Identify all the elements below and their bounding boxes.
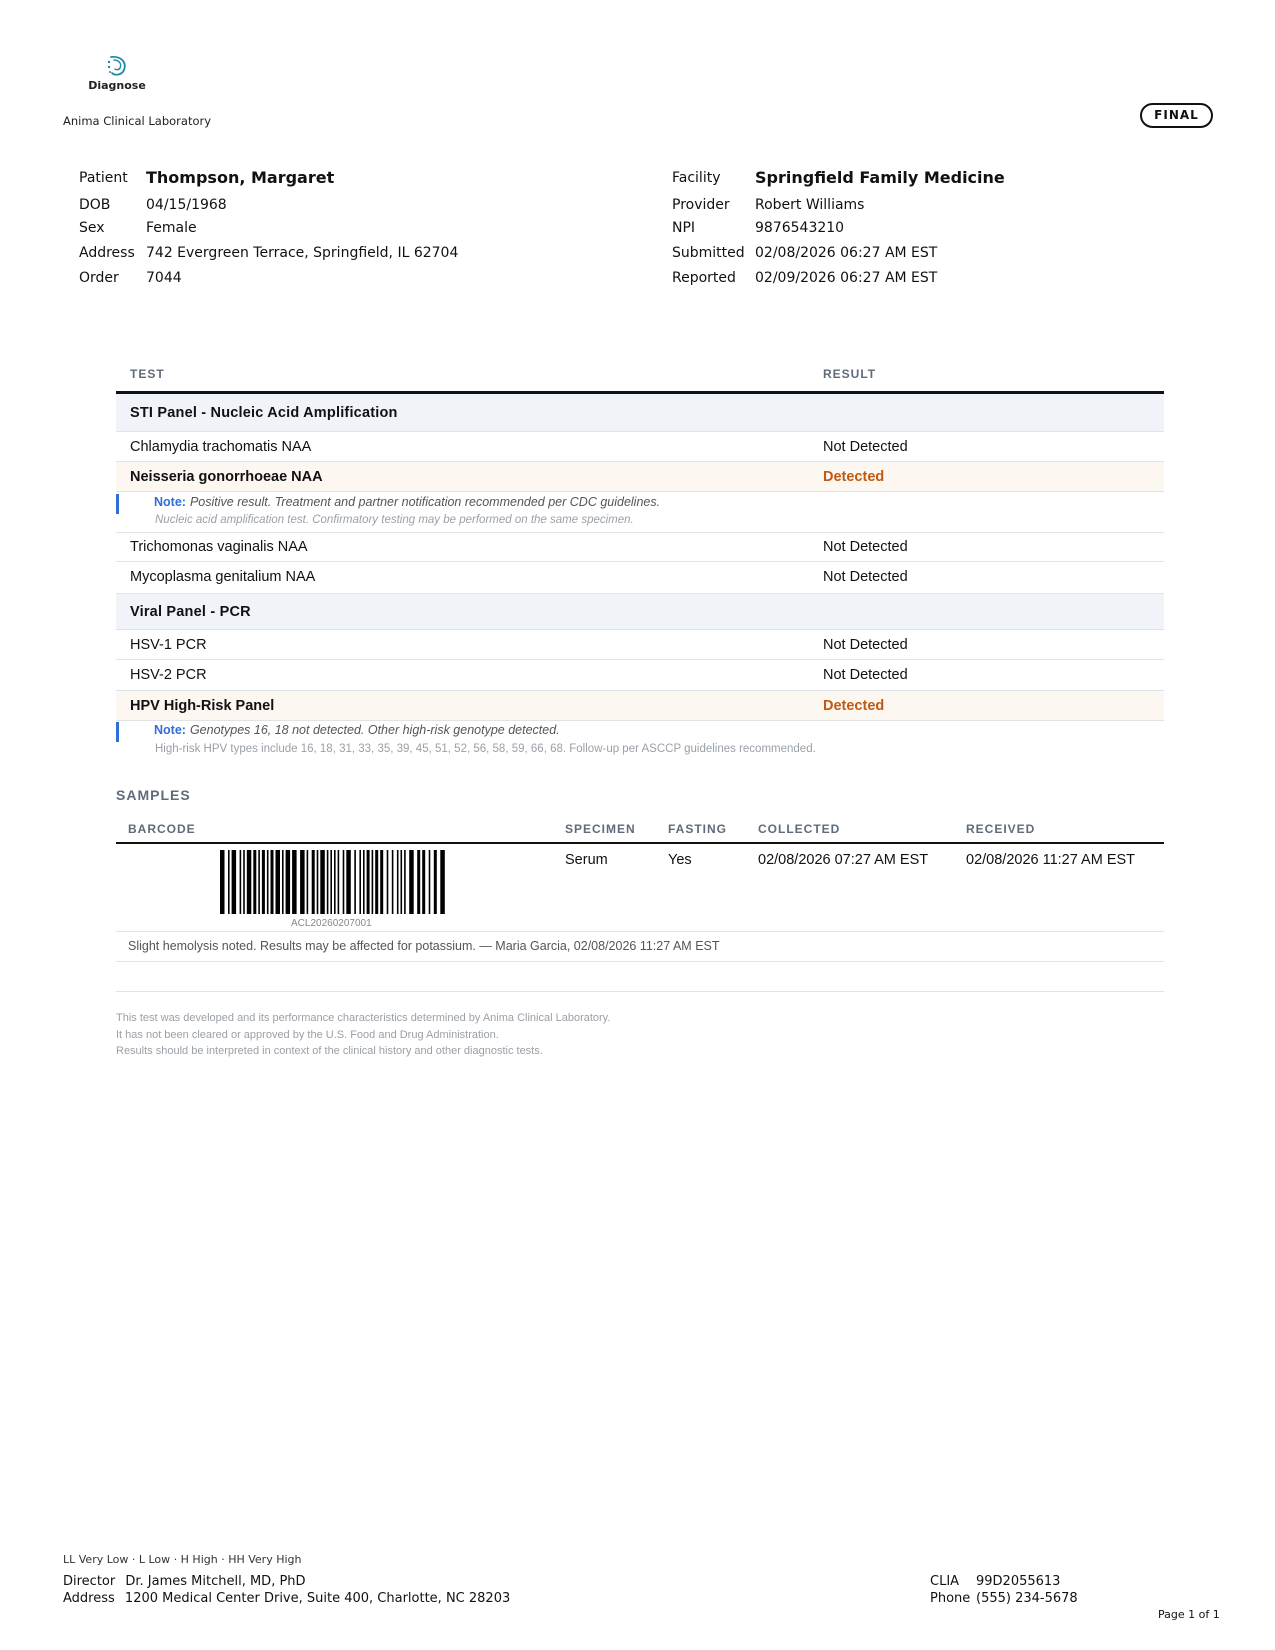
- page-number: Page 1 of 1: [1158, 1608, 1220, 1621]
- test-name: HSV-1 PCR: [130, 637, 207, 653]
- test-result: Not Detected: [823, 667, 908, 683]
- barcode-bar: [330, 850, 332, 914]
- phone-info: [930, 1591, 1078, 1606]
- status-badge: FINAL: [1140, 103, 1213, 128]
- panel-name: Viral Panel - PCR: [130, 604, 251, 620]
- table-row: [116, 532, 1164, 562]
- reported-label: Reported: [672, 270, 736, 286]
- disclaimer-divider: [116, 991, 1164, 992]
- note-subtext: High-risk HPV types include 16, 18, 31, 33, 35, 39, 45, 51, 52, 56, 58, 59, 66, 68. Follow-up per ASCCP guidelines recommended.: [155, 743, 816, 755]
- barcode-bar: [401, 850, 403, 914]
- provider-value: Robert Williams: [755, 197, 865, 213]
- barcode-bar: [380, 850, 383, 914]
- test-result-flagged: Detected: [823, 698, 885, 714]
- note-subtext: Nucleic acid amplification test. Confirmatory testing may be performed on the same specimen.: [155, 514, 634, 526]
- barcode-column-header: BARCODE: [128, 822, 196, 836]
- npi-label: NPI: [672, 220, 696, 236]
- sample-comment: Slight hemolysis noted. Results may be affected for potassium. — Maria Garcia, 02/08/2026 11:27 AM EST: [128, 939, 720, 953]
- barcode-bar: [292, 850, 297, 914]
- submitted-label: Submitted: [672, 245, 745, 261]
- barcode-bar: [243, 850, 245, 914]
- barcode-bar: [429, 850, 431, 914]
- samples-table: [116, 815, 1164, 965]
- patient-name: Thompson, Margaret: [146, 168, 335, 187]
- lab-address-value: 1200 Medical Center Drive, Suite 400, Charlotte, NC 28203: [124, 1591, 511, 1606]
- barcode-bar: [422, 850, 425, 914]
- barcode-bar: [220, 850, 225, 914]
- test-name: Neisseria gonorrhoeae NAA: [130, 469, 323, 485]
- barcode-bar: [276, 850, 281, 914]
- barcode-bar: [387, 850, 389, 914]
- table-row: [116, 630, 1164, 660]
- director-value: Dr. James Mitchell, MD, PhD: [125, 1574, 306, 1589]
- barcode-bar: [338, 850, 340, 914]
- test-result-flagged: Detected: [823, 469, 885, 485]
- panel-name: STI Panel - Nucleic Acid Amplification: [130, 405, 398, 421]
- received-column-header: RECEIVED: [966, 822, 1036, 836]
- barcode-bar: [397, 850, 399, 914]
- barcode-bar: [354, 850, 356, 914]
- barcode-bar: [320, 850, 325, 914]
- facility-name: Springfield Family Medicine: [755, 168, 1005, 187]
- barcode-bar: [232, 850, 237, 914]
- sample-comment-row: [116, 932, 1164, 962]
- fasting-value: Yes: [668, 852, 692, 868]
- order-label: Order: [79, 270, 119, 286]
- barcode-bar: [343, 850, 345, 914]
- barcode-bar: [417, 850, 420, 914]
- note-marker: [116, 494, 119, 514]
- barcode-bar: [367, 850, 370, 914]
- disclaimer-line: This test was developed and its performance characteristics determined by Anima Clinical Laboratory.: [116, 1012, 611, 1024]
- barcode-bar: [327, 850, 329, 914]
- barcode-bar: [434, 850, 437, 914]
- barcode-image: [220, 850, 448, 914]
- clia-label: CLIA: [930, 1574, 960, 1589]
- barcode-bar: [286, 850, 291, 914]
- specimen-column-header: SPECIMEN: [565, 822, 636, 836]
- barcode-bar: [440, 850, 445, 914]
- barcode-bar: [258, 850, 260, 914]
- note-text: Positive result. Treatment and partner notification recommended per CDC guidelines.: [189, 495, 661, 509]
- result-column-header: RESULT: [823, 367, 877, 381]
- flag-legend: LL Very Low · L Low · H High · HH Very High: [63, 1553, 302, 1566]
- panel-header-viral: [116, 594, 1164, 630]
- barcode-bar: [372, 850, 374, 914]
- barcode-bar: [271, 850, 274, 914]
- barcode-bar: [404, 850, 406, 914]
- reported-value: 02/09/2026 06:27 AM EST: [755, 270, 938, 286]
- result-note: [116, 721, 1164, 761]
- barcode-bar: [363, 850, 365, 914]
- test-result: Not Detected: [823, 539, 908, 555]
- patient-label: Patient: [79, 170, 128, 186]
- fasting-column-header: FASTING: [668, 822, 728, 836]
- panel-header-sti: [116, 394, 1164, 432]
- table-row: [116, 660, 1164, 691]
- dob-value: 04/15/1968: [146, 197, 227, 213]
- barcode-bar: [267, 850, 269, 914]
- logo-text: Diagnose: [88, 79, 146, 92]
- facility-label: Facility: [672, 170, 721, 186]
- test-result: Not Detected: [823, 569, 908, 585]
- barcode-bar: [300, 850, 305, 914]
- test-name: HSV-2 PCR: [130, 667, 207, 683]
- director-label: Director: [63, 1574, 116, 1589]
- clia-info: [930, 1574, 1060, 1589]
- phone-value: (555) 234-5678: [976, 1591, 1078, 1606]
- barcode-bar: [307, 850, 309, 914]
- barcode-bar: [392, 850, 394, 914]
- logo-icon: [105, 54, 129, 78]
- disclaimer-line: It has not been cleared or approved by the U.S. Food and Drug Administration.: [116, 1028, 499, 1041]
- provider-label: Provider: [672, 197, 730, 213]
- address-value: 742 Evergreen Terrace, Springfield, IL 62704: [146, 245, 459, 261]
- test-name: HPV High-Risk Panel: [130, 698, 275, 714]
- barcode-bar: [375, 850, 378, 914]
- barcode-bar: [282, 850, 284, 914]
- test-name: Chlamydia trachomatis NAA: [130, 439, 312, 455]
- received-value: 02/08/2026 11:27 AM EST: [966, 852, 1136, 868]
- sample-row: [116, 844, 1164, 932]
- director-info: [63, 1574, 306, 1589]
- test-result: Not Detected: [823, 439, 908, 455]
- note-label: Note:: [154, 495, 186, 509]
- collected-column-header: COLLECTED: [758, 822, 841, 836]
- phone-label: Phone: [930, 1591, 971, 1606]
- barcode-bar: [317, 850, 319, 914]
- barcode-bar: [228, 850, 230, 914]
- barcode-bar: [262, 850, 265, 914]
- barcode-bar: [247, 850, 252, 914]
- test-name: Mycoplasma genitalium NAA: [130, 569, 316, 585]
- specimen-value: Serum: [565, 852, 608, 868]
- barcode-bar: [334, 850, 336, 914]
- note-marker: [116, 722, 119, 742]
- samples-title: SAMPLES: [116, 787, 191, 803]
- test-result: Not Detected: [823, 637, 908, 653]
- test-name: Trichomonas vaginalis NAA: [130, 539, 308, 555]
- table-row-abnormal: [116, 462, 1164, 492]
- sex-value: Female: [146, 220, 197, 236]
- test-column-header: TEST: [130, 367, 165, 381]
- collected-value: 02/08/2026 07:27 AM EST: [758, 852, 929, 868]
- lab-logo: [82, 54, 152, 92]
- barcode-bar: [346, 850, 351, 914]
- clia-value: 99D2055613: [976, 1574, 1061, 1589]
- barcode-number: ACL20260207001: [291, 918, 372, 929]
- barcode-bar: [240, 850, 242, 914]
- lab-address-info: [63, 1591, 510, 1606]
- disclaimer-line: Results should be interpreted in context of the clinical history and other diagnostic tests.: [116, 1045, 543, 1057]
- lab-name: Anima Clinical Laboratory: [63, 114, 212, 128]
- note-label: Note:: [154, 723, 186, 737]
- npi-value: 9876543210: [755, 220, 845, 236]
- lab-address-label: Address: [63, 1591, 115, 1606]
- submitted-value: 02/08/2026 06:27 AM EST: [755, 245, 938, 261]
- barcode-bar: [359, 850, 361, 914]
- table-row: [116, 562, 1164, 594]
- dob-label: DOB: [79, 197, 111, 213]
- results-table: [116, 360, 1164, 760]
- result-note: [116, 492, 1164, 532]
- sex-label: Sex: [79, 220, 105, 236]
- table-row: [116, 432, 1164, 462]
- note-text: Genotypes 16, 18 not detected. Other high-risk genotype detected.: [189, 723, 560, 737]
- table-row-abnormal: [116, 691, 1164, 721]
- barcode-bar: [312, 850, 315, 914]
- barcode-bar: [253, 850, 256, 914]
- address-label: Address: [79, 245, 135, 261]
- order-value: 7044: [146, 270, 182, 286]
- barcode-bar: [409, 850, 414, 914]
- disclaimer: [116, 1010, 610, 1060]
